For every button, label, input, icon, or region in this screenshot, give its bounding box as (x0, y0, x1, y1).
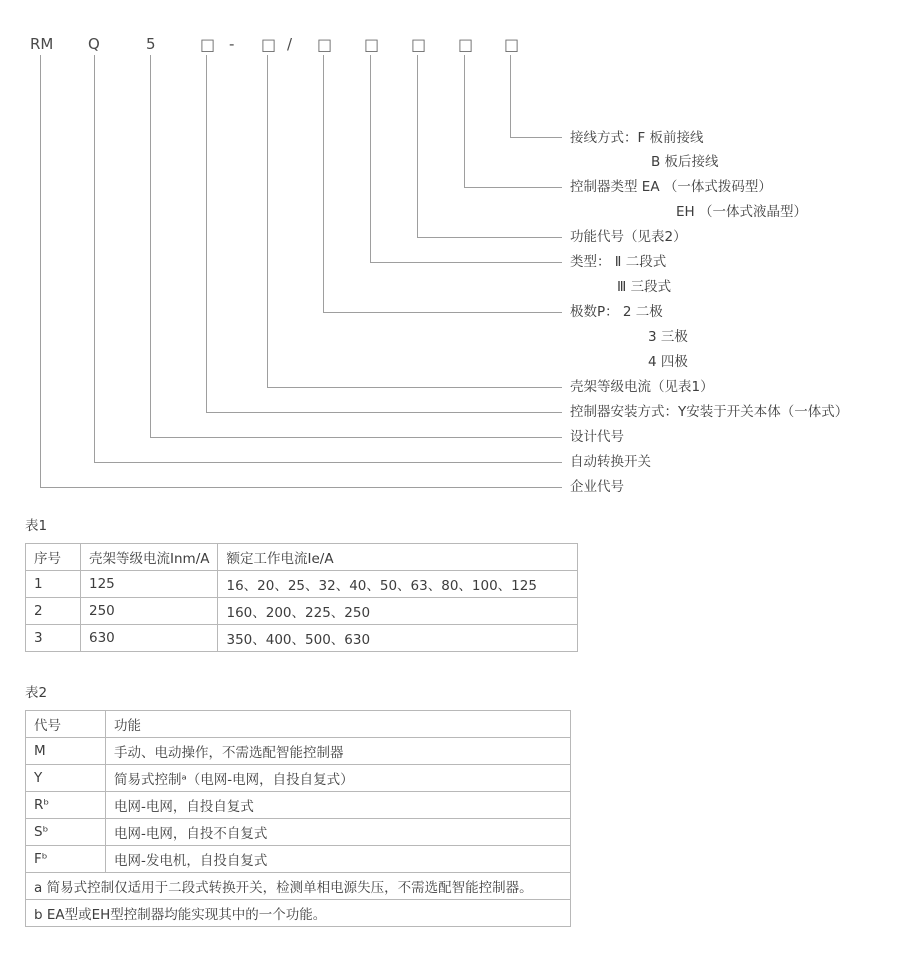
table-row (26, 598, 578, 625)
footnote-row (26, 873, 571, 900)
label-poles-4: 4 四极 (648, 354, 688, 370)
cell-code: Fᵇ (26, 846, 106, 873)
col-header-code: 代号 (26, 711, 106, 738)
footnote-row (26, 900, 571, 927)
code-placeholder-box: □ (200, 35, 216, 54)
code-placeholder-box: □ (504, 35, 520, 54)
cell-function: 电网-发电机，自投自复式 (106, 846, 571, 873)
code-part-design: 5 (146, 35, 156, 53)
label-design-code: 设计代号 (570, 429, 624, 445)
table1-caption: 表1 (25, 518, 48, 534)
label-controller-type: 控制器类型 EA （一体式拨码型） (570, 179, 772, 195)
table-row (26, 846, 571, 873)
col-header-index: 序号 (26, 544, 81, 571)
cell-index: 1 (26, 571, 81, 598)
col-header-rated-current: 额定工作电流Ie/A (218, 544, 578, 571)
table2-caption: 表2 (25, 685, 48, 701)
frame-current-table (25, 543, 578, 652)
table2-section (25, 681, 571, 927)
label-frame-current: 壳架等级电流（见表1） (570, 379, 714, 395)
code-part-slash: / (287, 35, 293, 53)
table-row (26, 819, 571, 846)
code-placeholder-box: □ (261, 35, 277, 54)
label-controller-type-eh: EH （一体式液晶型） (676, 204, 807, 220)
cell-code: Y (26, 765, 106, 792)
label-function-code: 功能代号（见表2） (570, 229, 687, 245)
cell-code: Rᵇ (26, 792, 106, 819)
label-poles: 极数P： 2 二极 (570, 304, 663, 320)
label-type: 类型： Ⅱ 二段式 (570, 254, 667, 270)
cell-code: M (26, 738, 106, 765)
label-wiring-mode: 接线方式：F 板前接线 (570, 130, 704, 146)
footnote-b: b EA型或EH型控制器均能实现其中的一个功能。 (26, 900, 571, 927)
label-wiring-mode-b: B 板后接线 (651, 154, 719, 170)
label-ats: 自动转换开关 (570, 454, 651, 470)
function-code-table (25, 710, 571, 927)
table-row (26, 738, 571, 765)
cell-rated-current: 160、200、225、250 (218, 598, 578, 625)
table-row (26, 571, 578, 598)
code-placeholder-box: □ (458, 35, 474, 54)
table-row (26, 792, 571, 819)
cell-index: 3 (26, 625, 81, 652)
label-type-iii: Ⅲ 三段式 (617, 279, 672, 295)
cell-index: 2 (26, 598, 81, 625)
code-part-prefix: RM (30, 35, 54, 53)
cell-function: 简易式控制ᵃ（电网-电网，自投自复式） (106, 765, 571, 792)
cell-function: 手动、电动操作，不需选配智能控制器 (106, 738, 571, 765)
cell-code: Sᵇ (26, 819, 106, 846)
table1-section (25, 514, 578, 652)
code-part-dash: - (229, 35, 235, 53)
label-company-code: 企业代号 (570, 479, 624, 495)
table-row (26, 625, 578, 652)
label-controller-mount: 控制器安装方式：Y安装于开关本体（一体式） (570, 404, 849, 420)
cell-function: 电网-电网，自投自复式 (106, 792, 571, 819)
cell-frame-current: 250 (81, 598, 218, 625)
cell-frame-current: 630 (81, 625, 218, 652)
table-header-row (26, 544, 578, 571)
label-poles-3: 3 三极 (648, 329, 688, 345)
cell-function: 电网-电网，自投不自复式 (106, 819, 571, 846)
code-placeholder-box: □ (411, 35, 427, 54)
footnote-a: a 简易式控制仅适用于二段式转换开关，检测单相电源失压，不需选配智能控制器。 (26, 873, 571, 900)
col-header-function: 功能 (106, 711, 571, 738)
code-placeholder-box: □ (364, 35, 380, 54)
table-header-row (26, 711, 571, 738)
table-row (26, 765, 571, 792)
code-part-letter: Q (88, 35, 100, 53)
cell-rated-current: 16、20、25、32、40、50、63、80、100、125 (218, 571, 578, 598)
code-placeholder-box: □ (317, 35, 333, 54)
cell-rated-current: 350、400、500、630 (218, 625, 578, 652)
col-header-frame-current: 壳架等级电流Inm/A (81, 544, 218, 571)
cell-frame-current: 125 (81, 571, 218, 598)
